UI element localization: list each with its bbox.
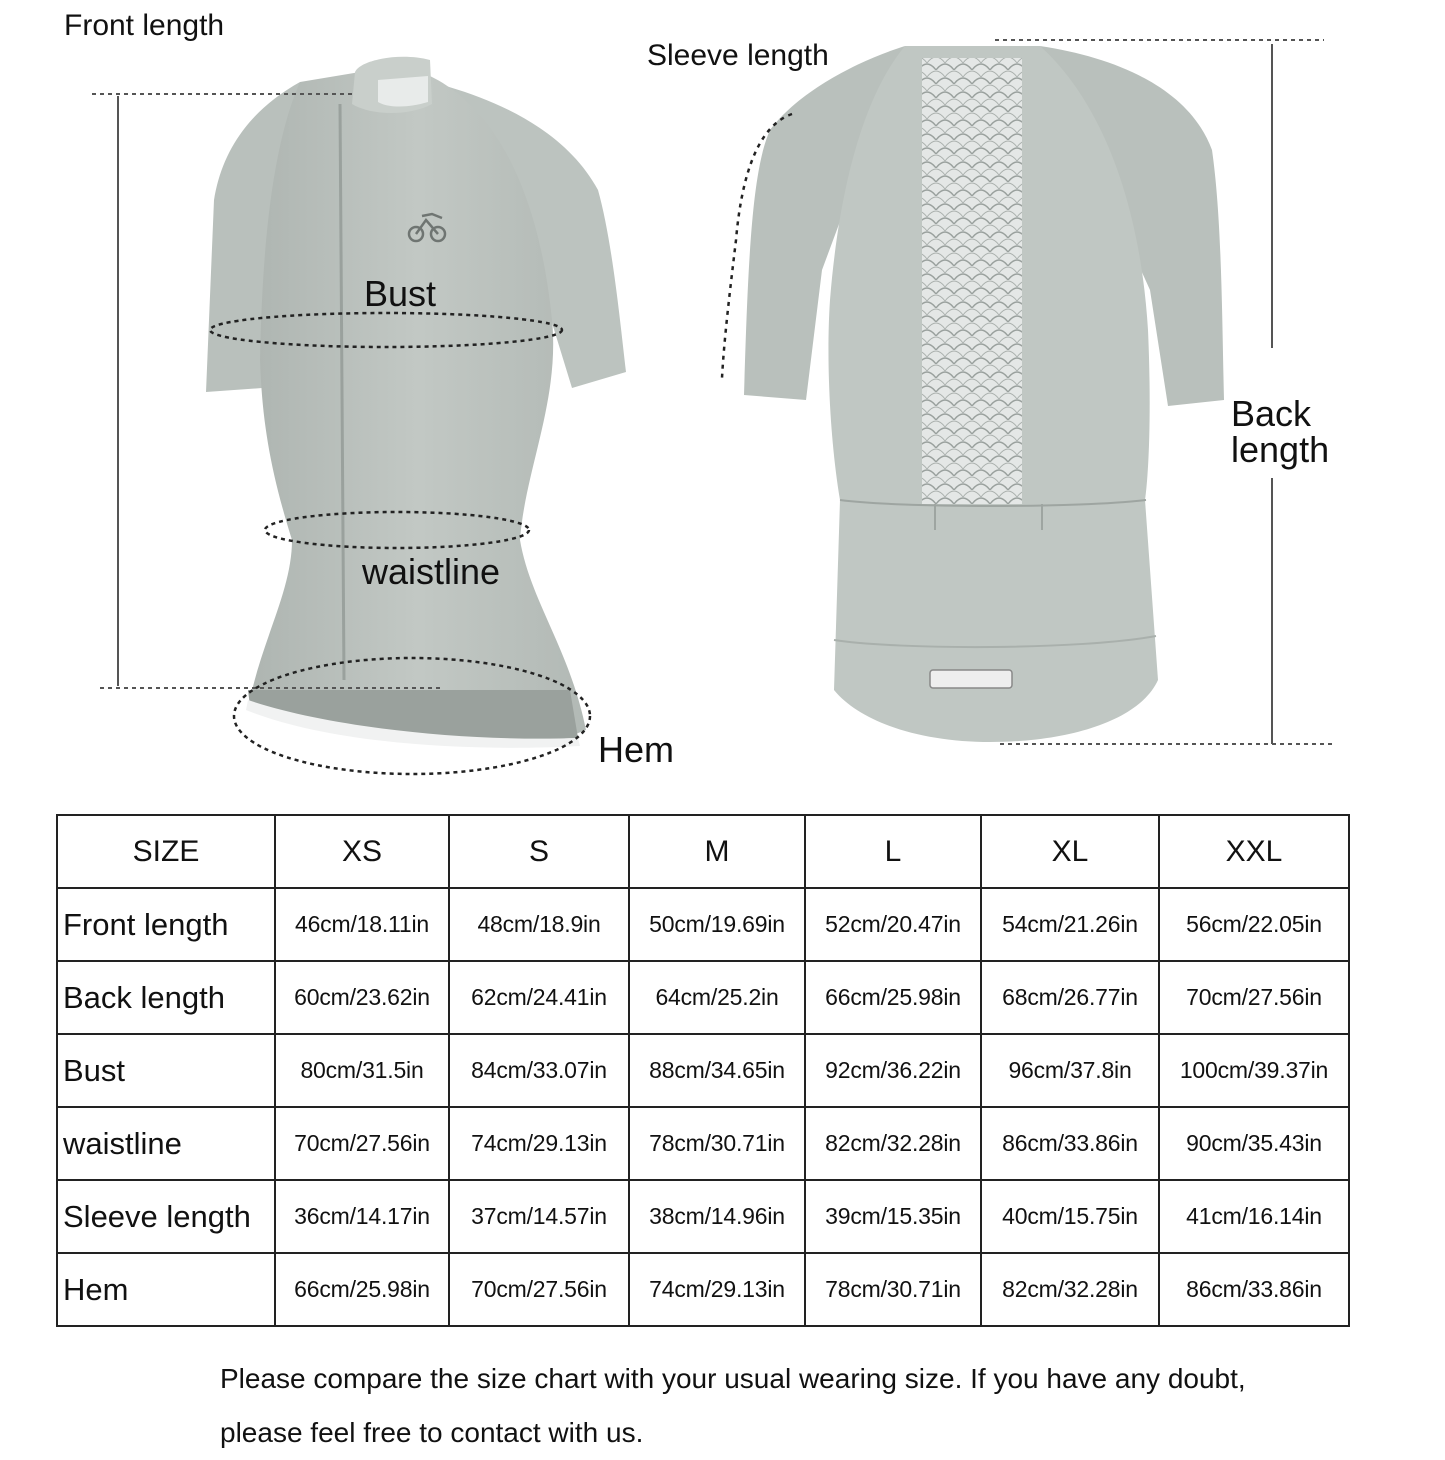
table-cell: 70cm/27.56in	[1159, 961, 1349, 1034]
table-header-row	[57, 815, 1349, 888]
table-cell: 74cm/29.13in	[449, 1107, 629, 1180]
reflective-strip	[930, 670, 1012, 688]
table-row	[57, 1034, 1349, 1107]
back-length-label	[1231, 393, 1330, 470]
table-cell: 52cm/20.47in	[805, 888, 981, 961]
table-cell: 84cm/33.07in	[449, 1034, 629, 1107]
table-cell: 40cm/15.75in	[981, 1180, 1159, 1253]
sleeve-length-label: Sleeve length	[647, 39, 829, 72]
back-length-label-line2: length	[1231, 429, 1330, 470]
table-cell: 66cm/25.98in	[275, 1253, 449, 1326]
table-cell: 80cm/31.5in	[275, 1034, 449, 1107]
waistline-label: waistline	[362, 551, 501, 592]
table-row	[57, 1253, 1349, 1326]
table-row	[57, 888, 1349, 961]
front-length-label: Front length	[64, 9, 225, 42]
table-cell: 39cm/15.35in	[805, 1180, 981, 1253]
mesh-panel	[922, 58, 1022, 504]
table-cell: 92cm/36.22in	[805, 1034, 981, 1107]
table-cell: 62cm/24.41in	[449, 961, 629, 1034]
table-cell: 70cm/27.56in	[449, 1253, 629, 1326]
header-l: L	[805, 815, 981, 888]
hem-label: Hem	[598, 729, 675, 770]
header-xxl: XXL	[1159, 815, 1349, 888]
size-note: Please compare the size chart with your usual wearing size. If you have any doubt, please feel free to contact with us.	[220, 1363, 1246, 1448]
header-xl: XL	[981, 815, 1159, 888]
table-cell: 82cm/32.28in	[981, 1253, 1159, 1326]
table-cell: 41cm/16.14in	[1159, 1180, 1349, 1253]
row-label: Hem	[57, 1253, 275, 1326]
table-cell: 86cm/33.86in	[981, 1107, 1159, 1180]
header-xs: XS	[275, 815, 449, 888]
row-label: waistline	[57, 1107, 275, 1180]
header-s: S	[449, 815, 629, 888]
table-cell: 50cm/19.69in	[629, 888, 805, 961]
header-size: SIZE	[57, 815, 275, 888]
front-jersey	[206, 57, 626, 748]
row-label: Sleeve length	[57, 1180, 275, 1253]
table-cell: 100cm/39.37in	[1159, 1034, 1349, 1107]
table-cell: 48cm/18.9in	[449, 888, 629, 961]
table-cell: 60cm/23.62in	[275, 961, 449, 1034]
table-cell: 90cm/35.43in	[1159, 1107, 1349, 1180]
row-label: Front length	[57, 888, 275, 961]
back-jersey	[744, 46, 1224, 742]
table-cell: 66cm/25.98in	[805, 961, 981, 1034]
table-cell: 96cm/37.8in	[981, 1034, 1159, 1107]
table-cell: 64cm/25.2in	[629, 961, 805, 1034]
back-length-label-line1: Back	[1231, 393, 1312, 434]
table-row	[57, 1107, 1349, 1180]
table-row	[57, 1180, 1349, 1253]
bust-label: Bust	[364, 273, 437, 314]
table-row	[57, 961, 1349, 1034]
header-m: M	[629, 815, 805, 888]
row-label: Back length	[57, 961, 275, 1034]
table-cell: 68cm/26.77in	[981, 961, 1159, 1034]
table-cell: 78cm/30.71in	[629, 1107, 805, 1180]
table-cell: 36cm/14.17in	[275, 1180, 449, 1253]
table-cell: 56cm/22.05in	[1159, 888, 1349, 961]
table-cell: 46cm/18.11in	[275, 888, 449, 961]
size-chart-table	[56, 814, 1350, 1327]
row-label: Bust	[57, 1034, 275, 1107]
table-cell: 88cm/34.65in	[629, 1034, 805, 1107]
table-cell: 86cm/33.86in	[1159, 1253, 1349, 1326]
table-cell: 54cm/21.26in	[981, 888, 1159, 961]
table-cell: 37cm/14.57in	[449, 1180, 629, 1253]
table-cell: 82cm/32.28in	[805, 1107, 981, 1180]
table-cell: 78cm/30.71in	[805, 1253, 981, 1326]
table-cell: 70cm/27.56in	[275, 1107, 449, 1180]
table-cell: 74cm/29.13in	[629, 1253, 805, 1326]
table-cell: 38cm/14.96in	[629, 1180, 805, 1253]
